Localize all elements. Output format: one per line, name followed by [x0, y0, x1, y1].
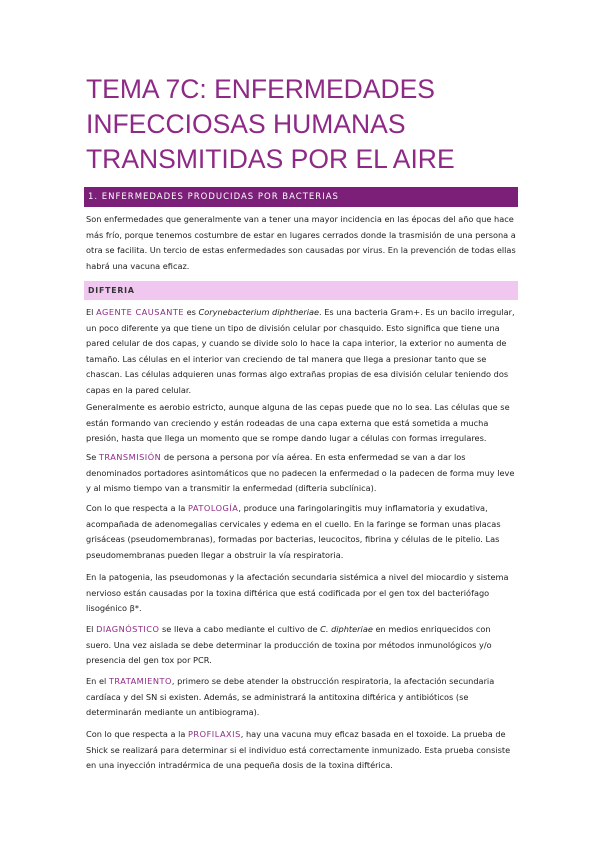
prophylaxis-post: , hay una vacuna muy eficaz basada en el toxoide. La prueba de Shick se realizará para determinar si el individuo está correctamente inmunizado. Esta prueba consiste en una inyección intradérmica de una pequeña dosis de la toxina diftérica. [86, 729, 511, 770]
diagnosis-species: C. diphteriae [320, 624, 373, 634]
diagnosis-keyword: DIAGNÓSTICO [96, 624, 160, 634]
prophylaxis-keyword: PROFILAXIS [188, 729, 241, 739]
aerobic-paragraph: Generalmente es aerobio estricto, aunque alguna de las cepas puede que no lo sea. Las células que se están formando van creciendo y están rodeadas de una capa externa que está sometida a mucha presión, hasta que llega un momento que se rompe dando lugar a células con formas irregulares. [86, 402, 510, 443]
prophylaxis-pre: Con lo que respecta a la [86, 729, 188, 739]
transmission-post: de persona a persona por vía aérea. En esta enfermedad se van a dar los denominados portadores asintomáticos que no padecen la enfermedad o la padecen de forma muy leve y al mismo tiempo van a transmitir la enfermedad (difteria subclínica). [86, 452, 515, 493]
diagnosis-mid: se lleva a cabo mediante el cultivo de [159, 624, 321, 634]
treatment-pre: En el [86, 676, 109, 686]
pathology-keyword: PATOLOGÍA [188, 503, 239, 513]
diagnosis-post: en medios enriquecidos con suero. Una vez aislada se debe determinar la producción de toxina por métodos inmunológicos y/o presencia del gen tox por PCR. [86, 624, 492, 665]
agent-paragraph [86, 305, 518, 398]
transmission-keyword: TRANSMISIÓN [98, 452, 162, 462]
pathology-pre: Con lo que respecta a la [86, 503, 188, 513]
agent-pre: El [86, 307, 97, 317]
treatment-post: , primero se debe atender la obstrucción respiratoria, la afectación secundaria cardíaca y del SN si existen. Además, se administrará la antitoxina diftérica y antibióticos (se determinarán mediante un antibiograma). [86, 676, 495, 717]
pathology-paragraph [86, 501, 518, 563]
agent-post: . Es una bacteria Gram+. Es un bacilo irregular, un poco diferente ya que tiene un tipo de división celular por chasquido. Esto significa que tiene una pared celular de dos capas, y cuando se divide solo lo hace la capa interior, la exterior no aumenta de tamaño. Las células en el interior van creciendo de tal manera que llega a presionar tanto que se chascan. Las células adquieren unas formas algo extrañas propias de esa división celular teniendo dos capas en la pared celular. [86, 307, 515, 395]
transmission-paragraph [86, 450, 518, 497]
title-line-3: TRANSMITIDAS POR EL AIRE [86, 144, 455, 174]
diagnosis-pre: El [86, 624, 97, 634]
agent-mid: es [184, 307, 199, 317]
subsection-heading: DIFTERIA [84, 281, 518, 300]
section-heading: 1. ENFERMEDADES PRODUCIDAS POR BACTERIAS [84, 187, 518, 207]
agent-keyword: AGENTE CAUSANTE [96, 307, 184, 317]
pathology-post: , produce una faringolaringitis muy inflamatoria y exudativa, acompañada de adenomegalias cervicales y edema en el cuello. En la faringe se forman unas placas grisáceas (pseudomembranas), formadas por bacterias, leucocitos, fibrina y células de le pitelio. Las pseudomembranas pueden llegar a obstruir la vía respiratoria. [86, 503, 501, 560]
transmission-pre: Se [86, 452, 99, 462]
prophylaxis-paragraph [86, 727, 518, 774]
agent-species: Corynebacterium diphtheriae [198, 307, 320, 317]
intro-paragraph: Son enfermedades que generalmente van a tener una mayor incidencia en las épocas del año que hace más frío, porque tenemos costumbre de estar en lugares cerrados donde la trasmisión de una persona a otra se facilita. Un tercio de estas enfermedades son causadas por virus. En la prevención de todas ellas habrá una vacuna eficaz. [86, 214, 516, 271]
page-title [86, 72, 546, 177]
title-line-1: TEMA 7C: ENFERMEDADES [86, 74, 435, 104]
pathogenesis-paragraph: En la patogenia, las pseudomonas y la afectación secundaria sistémica a nivel del miocardio y sistema nervioso están causadas por la toxina diftérica que está codificada por el gen tox del bacteriófago lisogénico β*. [86, 572, 509, 613]
diagnosis-paragraph [86, 622, 518, 669]
title-line-2: INFECCIOSAS HUMANAS [86, 109, 406, 139]
treatment-paragraph [86, 674, 518, 721]
treatment-keyword: TRATAMIENTO [108, 676, 172, 686]
